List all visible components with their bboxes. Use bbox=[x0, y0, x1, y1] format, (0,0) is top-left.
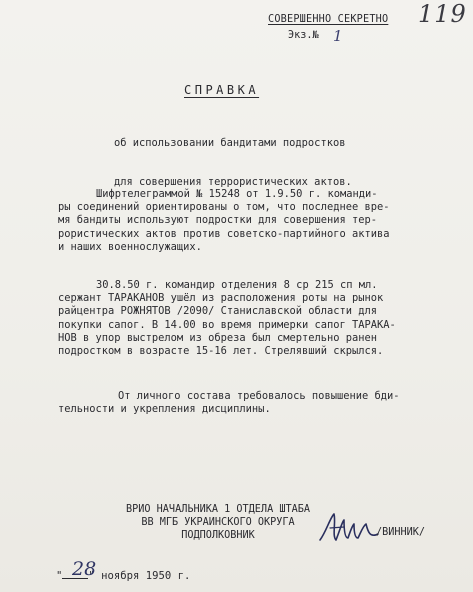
signer-rank: ПОДПОЛКОВНИК bbox=[181, 530, 255, 541]
subtitle-line: об использовании бандитами подростков bbox=[114, 137, 346, 149]
paragraph-telegram bbox=[58, 188, 390, 254]
paragraph-line: Шифртелеграммой № 15248 от 1.9.50 г. команди- bbox=[96, 188, 378, 200]
paragraph-line: НОВ в упор выстрелом из обреза был смертельно ранен bbox=[58, 331, 378, 344]
handwritten-signature bbox=[316, 508, 382, 548]
paragraph-line: райцентра РОЖНЯТОВ /2090/ Станиславской области для bbox=[58, 305, 378, 318]
paragraph-line: рористических актов против советско-партийного актива bbox=[58, 227, 390, 240]
document-title: СПРАВКА bbox=[184, 83, 260, 97]
date-rest: " ноября 1950 г. bbox=[88, 570, 191, 582]
signer-position-line: ВРИО НАЧАЛЬНИКА 1 ОТДЕЛА ШТАБА bbox=[126, 504, 311, 515]
handwritten-page-number: 119 bbox=[418, 0, 467, 28]
date-day-handwritten: 28 bbox=[72, 558, 97, 580]
paragraph-conclusion bbox=[58, 390, 400, 416]
copy-number-label: Экз.№ bbox=[288, 30, 319, 41]
classification-stamp: СОВЕРШЕННО СЕКРЕТНО bbox=[268, 14, 389, 25]
paragraph-line: сержант ТАРАКАНОВ ушёл из расположения роты на рынок bbox=[58, 292, 384, 305]
paragraph-line: тельности и укрепления дисциплины. bbox=[58, 403, 271, 416]
paragraph-incident bbox=[58, 279, 396, 358]
paragraph-line: покупки сапог. В 14.00 во время примерки сапог ТАРАКА- bbox=[58, 318, 396, 331]
paragraph-line: и наших военнослужащих. bbox=[58, 240, 202, 253]
paragraph-line: подростком в возрасте 15-16 лет. Стрелявший скрылся. bbox=[58, 345, 384, 358]
signer-position-line: ВВ МГБ УКРАИНСКОГО ОКРУГА bbox=[141, 517, 295, 528]
subtitle-line: для совершения террористических актов. bbox=[114, 176, 352, 188]
paragraph-line: От личного состава требовалось повышение бди- bbox=[118, 390, 400, 402]
copy-number-handwritten: 1 bbox=[333, 27, 343, 45]
date-open-quote: " bbox=[56, 570, 63, 582]
signer-name: /ВИННИК/ bbox=[376, 527, 426, 538]
paragraph-line: мя бандиты используют подростки для совершения тер- bbox=[58, 214, 378, 227]
signature-block bbox=[126, 503, 310, 542]
paragraph-line: 30.8.50 г. командир отделения 8 ср 215 сп мл. bbox=[96, 279, 378, 291]
paragraph-line: ры соединений ориентированы о том, что последнее вре- bbox=[58, 201, 390, 214]
